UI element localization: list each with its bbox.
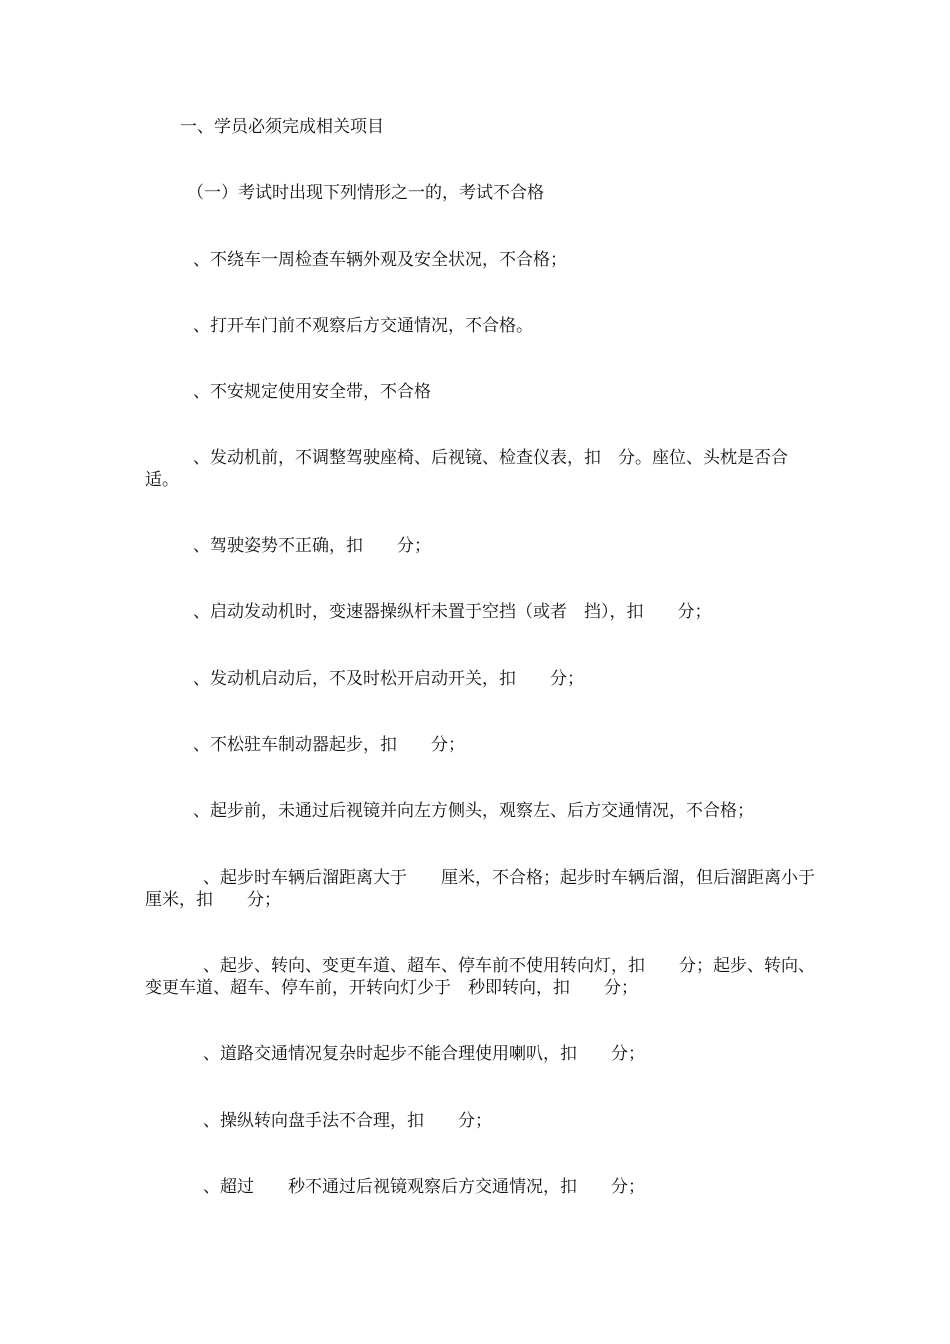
- section-heading: 一、学员必须完成相关项目: [180, 117, 384, 137]
- rule-item: 、不绕车一周检查车辆外观及安全状况，不合格；: [193, 250, 567, 270]
- rule-item: 、不松驻车制动器起步，扣 分；: [193, 735, 465, 755]
- rule-item: 、道路交通情况复杂时起步不能合理使用喇叭，扣 分；: [203, 1044, 645, 1064]
- rule-item: 、发动机启动后，不及时松开启动开关，扣 分；: [193, 669, 584, 689]
- rule-item: 、起步时车辆后溜距离大于 厘米，不合格；起步时车辆后溜，但后溜距离小于 厘米，扣 分；: [145, 868, 849, 910]
- rule-item: 、不安规定使用安全带，不合格: [193, 382, 431, 402]
- rule-item: 、操纵转向盘手法不合理，扣 分；: [203, 1111, 492, 1131]
- rule-item: 、起步前，未通过后视镜并向左方侧头，观察左、后方交通情况，不合格；: [193, 801, 754, 821]
- subsection-heading: （一）考试时出现下列情形之一的，考试不合格: [187, 183, 544, 203]
- rule-item: 、打开车门前不观察后方交通情况，不合格。: [193, 316, 533, 336]
- rule-item: 、发动机前，不调整驾驶座椅、后视镜、检查仪表，扣 分。座位、头枕是否合适。: [145, 448, 788, 490]
- rule-item: 、启动发动机时，变速器操纵杆未置于空挡（或者 挡），扣 分；: [193, 602, 712, 622]
- rule-item: 、超过 秒不通过后视镜观察后方交通情况，扣 分；: [203, 1177, 645, 1197]
- rule-item: 、起步、转向、变更车道、超车、停车前不使用转向灯，扣 分；起步、转向、变更车道、超车、停车前，开转向灯少于 秒即转向，扣 分；: [145, 956, 815, 998]
- rule-item: 、驾驶姿势不正确，扣 分；: [193, 536, 431, 556]
